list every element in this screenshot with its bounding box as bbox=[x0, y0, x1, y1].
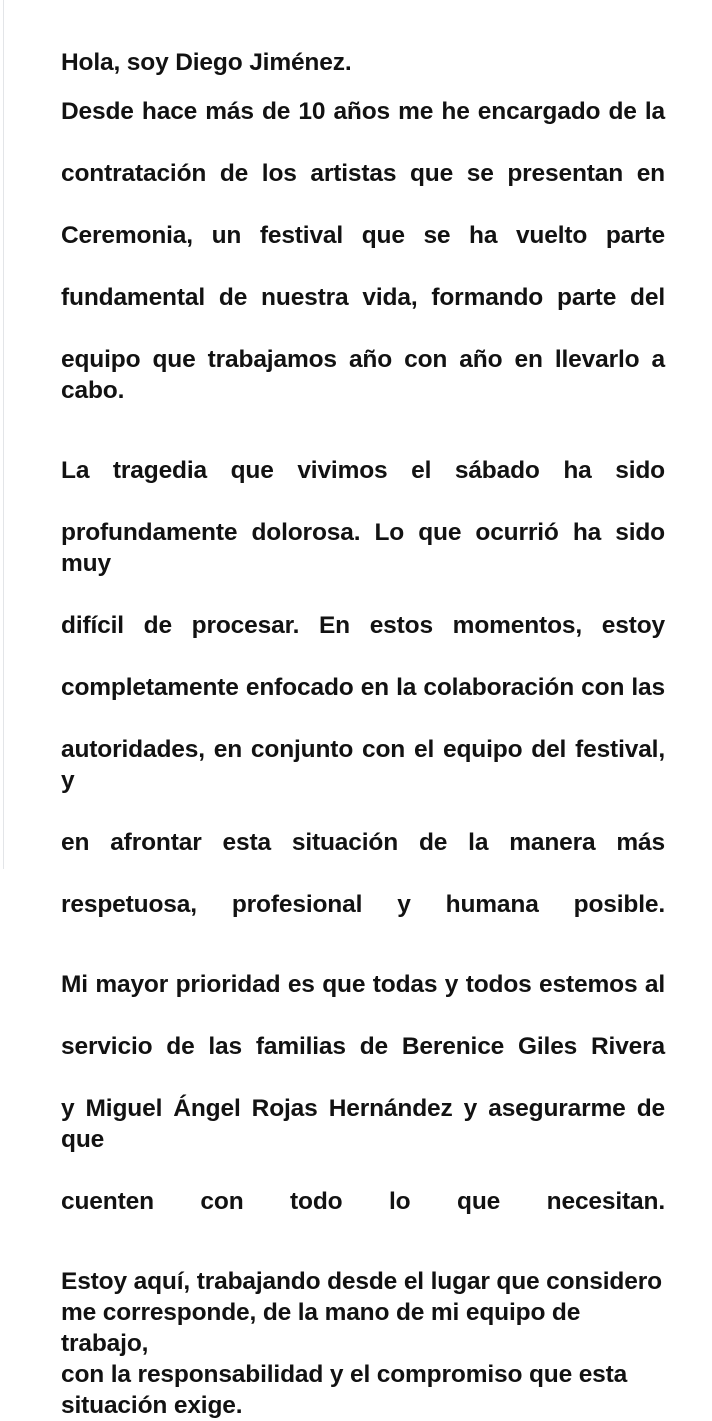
statement-body bbox=[61, 47, 665, 1421]
left-edge-rule bbox=[3, 0, 4, 869]
paragraph-line: completamente enfocado en la colaboración con las bbox=[61, 674, 665, 701]
paragraph-line: profundamente dolorosa. Lo que ocurrió ha sido muy bbox=[61, 519, 665, 577]
paragraph-line: La tragedia que vivimos el sábado ha sido bbox=[61, 457, 665, 484]
paragraph-line: y Miguel Ángel Rojas Hernández y asegurarme de que bbox=[61, 1095, 665, 1153]
paragraph-priority bbox=[61, 969, 665, 1248]
paragraph-line: contratación de los artistas que se presentan en bbox=[61, 160, 665, 187]
paragraph-greeting bbox=[61, 47, 665, 78]
paragraph-line: respetuosa, profesional y humana posible. bbox=[61, 891, 665, 918]
paragraph-closing bbox=[61, 1266, 665, 1421]
paragraph-line: difícil de procesar. En estos momentos, estoy bbox=[61, 612, 665, 639]
paragraph-line: autoridades, en conjunto con el equipo del festival, y bbox=[61, 736, 665, 794]
paragraph-line: con la responsabilidad y el compromiso que esta bbox=[61, 1361, 628, 1388]
paragraph-line: Desde hace más de 10 años me he encargado de la bbox=[61, 98, 665, 125]
paragraph-line: me corresponde, de la mano de mi equipo de trabajo, bbox=[61, 1299, 581, 1357]
paragraph-line: Mi mayor prioridad es que todas y todos estemos al bbox=[61, 971, 665, 998]
paragraph-line: cuenten con todo lo que necesitan. bbox=[61, 1188, 665, 1215]
paragraph-line: fundamental de nuestra vida, formando parte del bbox=[61, 284, 665, 311]
paragraph-line: Ceremonia, un festival que se ha vuelto parte bbox=[61, 222, 665, 249]
paragraph-line: Hola, soy Diego Jiménez. bbox=[61, 49, 352, 76]
paragraph-line: equipo que trabajamos año con año en llevarlo a cabo. bbox=[61, 346, 665, 404]
paragraph-role bbox=[61, 96, 665, 437]
paragraph-line: Estoy aquí, trabajando desde el lugar que considero bbox=[61, 1268, 662, 1295]
paragraph-line: en afrontar esta situación de la manera más bbox=[61, 829, 665, 856]
paragraph-line: situación exige. bbox=[61, 1392, 243, 1419]
paragraph-tragedy bbox=[61, 455, 665, 951]
paragraph-line: servicio de las familias de Berenice Giles Rivera bbox=[61, 1033, 665, 1060]
